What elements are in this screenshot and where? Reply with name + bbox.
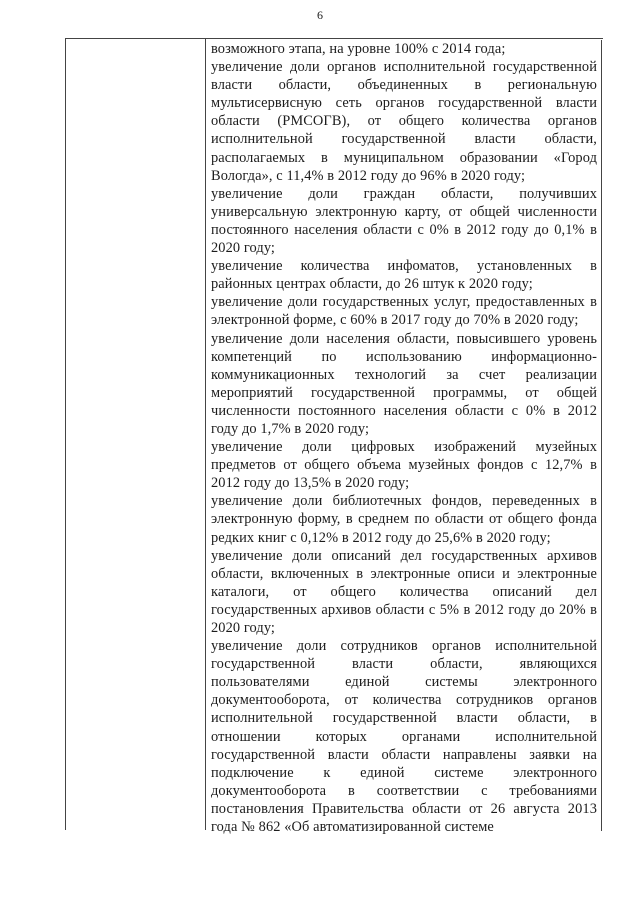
- paragraph: увеличение доли населения области, повысившего уровень компетенций по использованию информационно-коммуникационных технологий за счет реализации мероприятий государственной программы, от общей численности постоянного населения области с 0% в 2012 году до 1,7% в 2020 году;: [211, 330, 597, 437]
- page-number: 6: [317, 8, 323, 22]
- table-left-column: [66, 39, 206, 830]
- paragraph: увеличение доли граждан области, получивших универсальную электронную карту, от общей численности постоянного населения области с 0% в 2012 году до 0,1% в 2020 году;: [211, 185, 597, 257]
- paragraph: увеличение доли библиотечных фондов, переведенных в электронную форму, в среднем по области от общего фонда редких книг с 0,12% в 2012 году до 25,6% в 2020 году;: [211, 493, 597, 546]
- paragraph: увеличение количества инфоматов, установленных в районных центрах области, до 26 штук к 2020 году;: [211, 258, 597, 293]
- paragraph: увеличение доли описаний дел государственных архивов области, включенных в электронные описи и электронные каталоги, от общего количества описаний дел государственных архивов области с 5% в 2012 году до 20% в 2020 году;: [211, 547, 597, 636]
- paragraph: увеличение доли цифровых изображений музейных предметов от общего объема музейных фондов с 12,7% в 2012 году до 13,5% в 2020 году;: [211, 439, 597, 492]
- paragraph: возможного этапа, на уровне 100% с 2014 года;: [211, 41, 506, 57]
- document-table: [65, 38, 603, 836]
- paragraph: увеличение доли государственных услуг, предоставленных в электронной форме, с 60% в 2017 году до 70% в 2020 году;: [211, 294, 597, 329]
- paragraph: увеличение доли сотрудников органов исполнительной государственной власти области, являющихся пользователями единой системы электронного документооборота, от количества сотрудников органов исполнительной государственной власти области, в отношении которых органами исполнительной государственной власти области направлены заявки на подключение к единой системе электронного документооборота в соответствии с требованиями постановления Правительства области от 26 августа 2013 года № 862 «Об автоматизированной системе: [211, 638, 597, 836]
- table-right-column: [206, 40, 602, 836]
- paragraph: увеличение доли органов исполнительной государственной власти области, объединенных в региональную мультисервисную сеть органов государственной власти области (РМСОГВ), от общего количества органов исполнительной государственной власти области, располагаемых в муниципальном образовании «Город Вологда», с 11,4% в 2012 году до 96% в 2020 году;: [211, 59, 597, 184]
